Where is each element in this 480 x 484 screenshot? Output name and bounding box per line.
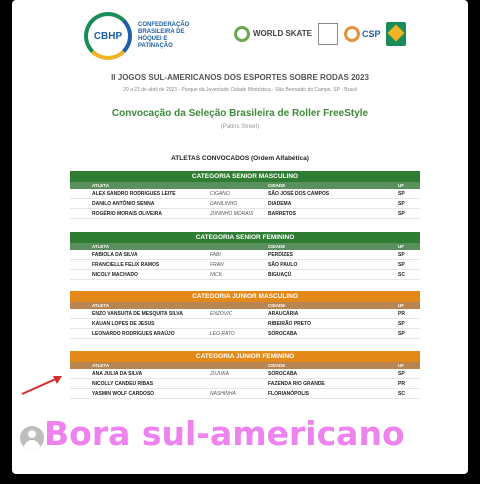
athlete-nickname: LEO RATO — [210, 331, 235, 337]
column-header: CIDADE — [268, 303, 286, 308]
athlete-state: SP — [398, 201, 405, 207]
table-row — [70, 329, 420, 339]
document-subtitle: (Patins Street) — [220, 124, 260, 130]
event-seal-logo — [318, 23, 338, 45]
column-header: ATLETA — [92, 303, 110, 308]
column-header-row — [70, 302, 420, 309]
category-header: CATEGORIA SENIOR FEMININO — [70, 232, 420, 243]
athlete-nickname — [210, 379, 268, 388]
column-header — [210, 362, 268, 369]
athlete-state: SP — [398, 252, 405, 258]
document-title: Convocação da Seleção Brasileira de Roller FreeStyle — [111, 108, 369, 119]
list-title: ATLETAS CONVOCADOS (Ordem Alfabética) — [171, 155, 309, 162]
athlete-city: ARAUCÁRIA — [268, 311, 299, 317]
column-header: UF — [398, 303, 404, 308]
athlete-nickname: NASHINHA — [210, 391, 236, 397]
worldskate-icon — [234, 26, 250, 42]
column-header: CIDADE — [268, 183, 286, 188]
athlete-name: ANA JULIA DA SILVA — [92, 371, 143, 377]
athlete-city: DIADEMA — [268, 201, 292, 207]
category-header: CATEGORIA SENIOR MASCULINO — [70, 171, 420, 182]
column-header-row — [70, 243, 420, 250]
athlete-state: SP — [398, 262, 405, 268]
cbhp-name: CONFEDERAÇÃO BRASILEIRA DE HÓQUEI E PATINAÇÃO — [138, 22, 190, 49]
athlete-name: ROGÉRIO MORAIS OLIVEIRA — [92, 211, 163, 217]
table-row — [70, 369, 420, 379]
cbhp-logo — [84, 12, 198, 60]
athlete-nickname: FABI — [210, 252, 221, 258]
column-header — [210, 302, 268, 309]
user-avatar-icon[interactable] — [20, 426, 44, 450]
athlete-nickname: ENZOVIC — [210, 311, 233, 317]
column-header: ATLETA — [92, 244, 110, 249]
athlete-name: ALEX SANDRO RODRIGUES LEITE — [92, 191, 176, 197]
column-header: ATLETA — [92, 183, 110, 188]
athlete-state: SP — [398, 191, 405, 197]
athlete-city: FLORIANÓPOLIS — [268, 391, 310, 397]
column-header: UF — [398, 244, 404, 249]
overlay-caption: Bora sul-americano — [44, 414, 405, 453]
partner-logos — [234, 22, 406, 46]
column-header: UF — [398, 183, 404, 188]
table-row — [70, 389, 420, 399]
athlete-state: SC — [398, 391, 405, 397]
document-image — [12, 0, 468, 474]
athlete-city: SOROCABA — [268, 371, 298, 377]
athlete-city: BARRETOS — [268, 211, 296, 217]
column-header: CIDADE — [268, 363, 286, 368]
table-row — [70, 309, 420, 319]
column-header — [210, 243, 268, 250]
athlete-state: PR — [398, 381, 405, 387]
category-table-junior-feminino — [70, 351, 420, 399]
athlete-city: BIGUAÇÚ — [268, 272, 292, 278]
event-title: II JOGOS SUL-AMERICANOS DOS ESPORTES SOBRE RODAS 2023 — [111, 73, 369, 82]
athlete-name: NICOLLY CANDEU RIBAS — [92, 381, 154, 387]
athlete-name: ENZO VANSUITA DE MESQUITA SILVA — [92, 311, 183, 317]
red-arrow-icon — [20, 372, 64, 398]
worldskate-logo — [234, 26, 312, 42]
table-row — [70, 270, 420, 280]
athlete-city: PERDIZES — [268, 252, 294, 258]
athlete-city: SOROCABA — [268, 331, 298, 337]
athlete-city: RIBEIRÃO PRETO — [268, 321, 311, 327]
event-subtitle: 20 a 23 de abril de 2023 - Parque da Juventude Cidade Mortóstica - São Bernardo do Campo, SP - Brasil — [123, 87, 357, 93]
cbhp-emblem: CBHP — [84, 12, 132, 60]
category-header: CATEGORIA JUNIOR MASCULINO — [70, 291, 420, 302]
column-header-row — [70, 362, 420, 369]
table-row — [70, 209, 420, 219]
olympic-committee-logo — [386, 22, 406, 46]
athlete-state: SP — [398, 211, 405, 217]
athlete-nickname: JUJUKA — [210, 371, 229, 377]
athlete-nickname: DANILINHO — [210, 201, 238, 207]
athlete-nickname: FRAN — [210, 262, 224, 268]
athlete-name: KAUAN LOPES DE JESUS — [92, 321, 155, 327]
athlete-nickname: CIGANO — [210, 191, 230, 197]
csp-logo — [344, 26, 381, 42]
category-table-junior-masculino — [70, 291, 420, 339]
athlete-state: SP — [398, 371, 405, 377]
athlete-city: SÃO PAULO — [268, 262, 298, 268]
athlete-nickname — [210, 319, 268, 328]
column-header: UF — [398, 363, 404, 368]
athlete-city: SÃO JOSÉ DOS CAMPOS — [268, 191, 330, 197]
column-header — [210, 182, 268, 189]
athlete-name: FRANCIELLE FELIX RAMOS — [92, 262, 160, 268]
csp-text: CSP — [361, 29, 381, 39]
table-row-highlighted — [70, 379, 420, 389]
athlete-name: LEONARDO RODRIGUES ARAÚJO — [92, 331, 175, 337]
athlete-name: DANILO ANTÔNIO SENNA — [92, 201, 155, 207]
athlete-state: SP — [398, 321, 405, 327]
table-row — [70, 199, 420, 209]
athlete-nickname: JUNINHO MORAIS — [210, 211, 254, 217]
category-header: CATEGORIA JUNIOR FEMININO — [70, 351, 420, 362]
table-row — [70, 319, 420, 329]
column-header: CIDADE — [268, 244, 286, 249]
worldskate-text: WORLD SKATE — [253, 29, 312, 38]
athlete-city: FAZENDA RIO GRANDE — [268, 381, 325, 387]
csp-icon — [344, 26, 360, 42]
category-table-senior-feminino — [70, 232, 420, 280]
athlete-state: SP — [398, 331, 405, 337]
athlete-name: YASMIN WOLF CARDOSO — [92, 391, 155, 397]
column-header: ATLETA — [92, 363, 110, 368]
category-table-senior-masculino — [70, 171, 420, 219]
athlete-state: SC — [398, 272, 405, 278]
athlete-state: PR — [398, 311, 405, 317]
athlete-nickname: NICK — [210, 272, 222, 278]
column-header-row — [70, 182, 420, 189]
table-row — [70, 260, 420, 270]
athlete-name: NICOLY MACHADO — [92, 272, 138, 278]
table-row — [70, 189, 420, 199]
table-row — [70, 250, 420, 260]
athlete-name: FABIOLA DA SILVA — [92, 252, 138, 258]
